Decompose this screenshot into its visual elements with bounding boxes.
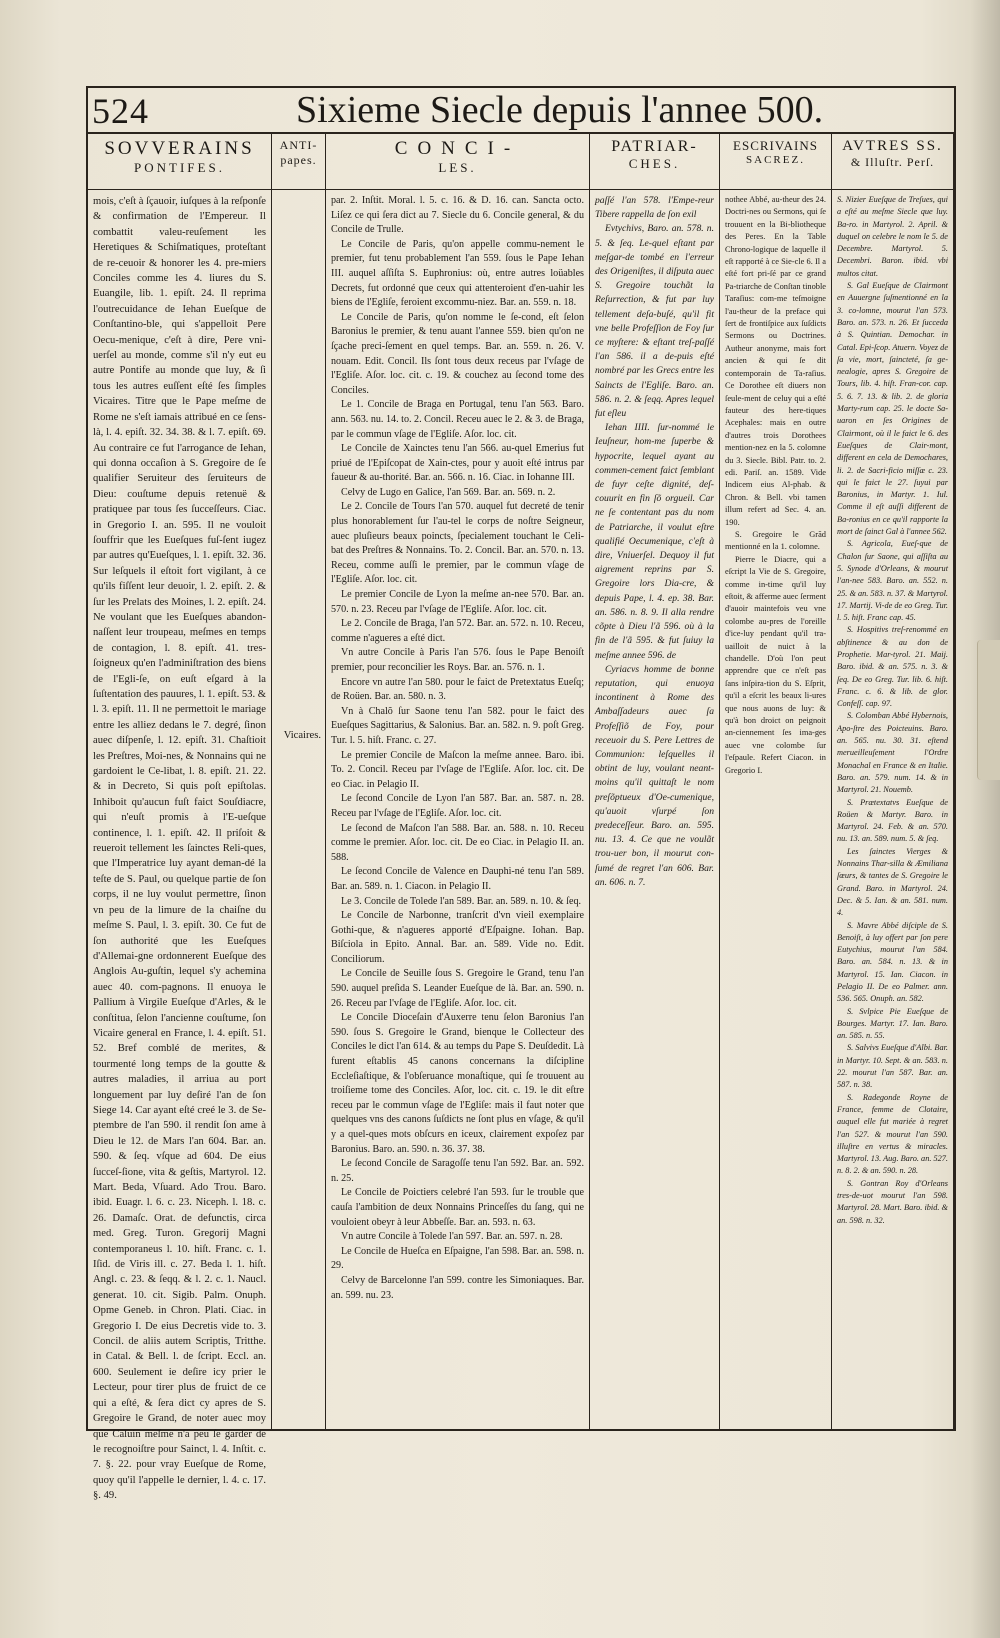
column-autres: [832, 134, 954, 1431]
column-head-conciles: [326, 134, 589, 190]
antipapes-note: Vicaires.: [283, 730, 321, 741]
paragraph: nothee Abbé, au-theur des 24. Doctri-nes ou Sermons, qui ſe trouuent en la Bi-bliotheque des Peres. En la Table Chrono-logique de laquelle il eſt rapporté à ce Sie-cle 6. Il a eſté fort pri-ſé par ce grand Pa-triarche de Conſtan tinoble Taraſius: com-me teſmoigne l'au-theur de la preface qui ſert de frontiſpice aux ſuſdicts Sermons ou Doctrines. Autheur anonyme, mais fort ancien & qui ſe dit contemporain de Ta-raſius. Ce Dorothee eſt diuers non ſeule-ment de celuy qui a eſté fauteur des here-tiques Acephales: mais en outre d'autres trois Dorothees mention-nez en la 5. colomne du 3. Siecle. Bibl. Patr. to. 2. edi. Pariſ. an. 1589. Vide Indicem eius Al-phab. & Chron. & Bell. vbi tamen illum refert ad Sec. 4. an. 190.: [725, 195, 826, 527]
column-title: SOVVERAINS: [104, 138, 255, 159]
paragraph: S. Hospitivs treſ-renommé en abſtinence & au don de Prophetie. Mar-tyrol. 21. Maij. Baro. ibid. & an. 575. n. 3. & ſeq. De eo Greg. Tur. lib. 6. hiſt. Franc. c. 6. & lib. de glor. Confeſſ. cap. 97.: [837, 625, 948, 709]
paragraph: S. Gal Eueſque de Clairmont en Auuergne ſuſmentionné en la 3. co-lomne, mourut l'an 573. Baro. an. 573. n. 26. Et ſucceda à S. Quintian. Demochar. in Catal. Epi-ſcop. Atuern. Voyez de ſa vie, mort, ſaincteté, ſa ge-nealogie, apres S. Gregoire de Tours, lib. 4. hiſt. Fran-cor. cap. 5. 6. 7. 13. & lib. 2. de gloria Marty-rum cap. 25. le docte Sa-uaron en ſes Origines de Clairmont, où il le faict le 6. des Eueſques de Clair-mont, different en cela de Demochares, li. 2. de Sacri-ficio miſſæ c. 23. qui le faict le 27. ſuyui par Baronius, in Martyr. 1. Iul. Comme il eſt auſſi different de Ba-ronius en ce qu'il rapporte la mort de ſainct Gal à l'annee 562.: [837, 281, 948, 537]
column-subtitle: LES.: [438, 160, 477, 175]
column-head-souverains: [88, 134, 271, 190]
column-head-patriarches: [590, 134, 719, 190]
paragraph: S. Prætextatvs Eueſque de Roüen & Martyr. Baro. in Martyrol. 24. Feb. & an. 570. nu. 13. an. 589. num. 5. & ſeq.: [837, 797, 948, 844]
paragraph: Le Concile de Paris, qu'on appelle commu-nement le premier, fut tenu probablement l'an 559. ſous le Pape Iehan III. auquel aſſiſta S. Euphronius: où, entre autres loüables Decrets, fut ordonné que ceux qui attenteroient d'en-uahir les biens de l'Egliſe, feroient excommu-niez. Bar. an. 559. n. 18.: [331, 238, 584, 309]
paragraph: Iehan IIII. ſur-nommé le Ieuſneur, hom-me ſuperbe & hypocrite, lequel ayant au commen-cement faict ſemblant de fuyr ceſte dignité, deſ-couurit en fin ſõ orgueil. Car ne ſe contentant pas du nom de Patriarche, il voulut eſtre qualifié Oecumenique, c'eſt à dire, Vniuerſel. Dequoy il fut aigrement reprins par S. Gregoire lors Dia-cre, & depuis Pape, l. 4. ep. 38. Bar. an. 586. n. 8. 9. Il alla rendre cõpte à Dieu l'ã 596. où à la fin de l'ã 595. & fut ſuiuy la meſme annee 596. de: [595, 422, 714, 661]
paragraph: Le ſecond Concile de Lyon l'an 587. Bar. an. 587. n. 28. Receu par l'vſage de l'Egliſe. Aſor. loc. cit.: [331, 793, 584, 819]
paragraph: S. Svlpice Pie Eueſque de Bourges. Martyr. 17. Ian. Baro. an. 585. n. 55.: [837, 1006, 948, 1041]
paragraph: S. Gontran Roy d'Orleans tres-de-uot mourut l'an 598. Martyrol. 28. Mart. Baro. ibid. & an. 598. n. 32.: [837, 1178, 948, 1225]
paragraph: Les ſainctes Vierges & Nonnains Thar-silla & Æmiliana ſœurs, & tantes de S. Gregoire le Grand. Baro. in Martyrol. 24. Dec. & 5. Ian. & an. 581. num. 4.: [837, 846, 948, 918]
paragraph: Cyriacvs homme de bonne reputation, qui enuoya incontinent à Rome des Ambaſſadeurs auec ſa Profeſſiõ de Foy, pour receuoir du S. Pere Lettres de Communion: leſquelles il obtint de luy, voulant neant-moins qu'il quittaſt le nom preſõptueux d'Oe-cumenique, qu'auoit vſurpé ſon predeceſſeur. Baro. an. 595. nu. 13. 4. Ce que ne voulãt trou-uer bon, il mourut con-ſumé de regret l'an 606. Bar. an. 606. n. 7.: [595, 663, 714, 888]
column-subtitle: CHES.: [628, 156, 681, 171]
paragraph: S. Agricola, Eueſ-que de Chalon ſur Saone, qui aſſiſta au 5. Synode d'Orleans, & mourut l'an-nee 583. Baro. an. 552. n. 25. & an. 583. n. 37. & Martyrol. 17. Martij. Vi-de de eo Greg. Tur. l. 5. hiſt. Franc cap. 45.: [837, 539, 949, 623]
column-subtitle: & Illuſtr. Perſ.: [850, 155, 935, 169]
paragraph: Le Concile de Xainctes tenu l'an 566. au-quel Emerius fut priué de l'Epiſcopat de Xain-ctes, pour y auoit eſté intrus par faueur & au-thorité. Bar. an. 566. n. 16. Ciac. in Iohanne III.: [331, 443, 584, 484]
paragraph: Pierre le Diacre, qui a eſcript la Vie de S. Gregoire, comme in-time qu'il luy eſtoit, & afferme auec ſerment d'auoir maintefois veu vne colombe au-pres de l'oreille d'ice-luy pendant qu'il tra-uailloit de nuict à la chandelle. D'où l'on peut apprendre que ce n'eſt pas ſans inſpira-tion du S. Eſprit, qu'il a eſcrit les beaux li-ures que nous auons de luy: & qu'à bon droict on peignoit an-ciennement ſes ima-ges auec vne colombe ſur l'eſpaule. Refert Ciacon. in Gregorio I.: [725, 554, 826, 775]
paragraph: Le ſecond Concile de Saragoſſe tenu l'an 592. Bar. an. 592. n. 25.: [331, 1158, 584, 1184]
paragraph: Celvy de Lugo en Galice, l'an 569. Bar. an. 569. n. 2.: [341, 486, 556, 498]
column-body-conciles: [326, 190, 589, 1303]
paragraph: S. Gregoire le Grãd mentionné en la 1. colomne.: [725, 529, 826, 552]
page-edge-shadow: [970, 0, 1000, 1638]
paragraph: par. 2. Inſtit. Moral. l. 5. c. 16. & D. 16. can. Sancta octo. Liſez ce qui ſera dict au 7. Siecle du 6. Concile general, & du Concile de Trulle.: [331, 195, 584, 236]
paragraph: Le Concile de Poictiers celebré l'an 593. ſur le trouble que cauſa l'ambition de deux Nonnains Princeſſes du ſang, qui ne vouloient obeyr à leur Abbeſſe. Bar. an. 593. n. 63.: [331, 1187, 584, 1228]
column-subtitle: PONTIFES.: [134, 160, 225, 175]
paragraph: S. Radegonde Royne de France, femme de Clotaire, auquel elle fut mariée à regret l'an 527. & mourut l'an 590. illuſtre en vertus & miracles. Martyrol. 13. Aug. Baro. an. 527. n. 8. 2. & an. 590. n. 28.: [837, 1092, 949, 1176]
paragraph: Le premier Concile de Lyon la meſme an-nee 570. Bar. an. 570. n. 23. Receu par l'vſage de l'Egliſe. Aſor. loc. cit.: [331, 589, 584, 615]
column-title: PATRIAR-: [611, 138, 698, 155]
paragraph: Vn autre Concile à Tolede l'an 597. Bar. an. 597. n. 28.: [341, 1231, 563, 1243]
paragraph: S. Colomban Abbé Hybernois, Apo-ſtre des Poicteuins. Baro. an. 565. nu. 30. 31. eſtend merueilleuſement l'Ordre Monachal en France & en Italie. Baro. an. 579. num. 14. & in Martyrol. 21. Nouemb.: [837, 711, 948, 795]
column-patriarches: [590, 134, 720, 1431]
paragraph: mois, c'eſt à ſçauoir, iuſques à la reſponſe & confirmation de l'Empereur. Il combattit valeu-reuſement les Heretiques & Schiſmatiques, proteſtant de re-ceuoir & honorer les 4. pre-miers Conciles comme les 4. liures du S. Euangile, lib. 1. epiſt. 24. Il reprima l'outrecuidance de Iehan Eueſque de Conſtantino-ble, qui s'appelloit Pere Oecu-menique, c'eſt à dire, Pere vni-uerſel au monde, comme s'il n'y eut eu autre Pontife au monde que luy, & ſi tous les autres euſſent eſté ſes ſimples Vicaires. Titre que le Pape meſme de Rome ne s'eſt iamais attribué en ce ſens-là, l. 4. epiſt. 32. 34. 38. & l. 7. epiſt. 69. Au contraire ce fut l'arrogance de Iehan, qui donna occaſion à S. Gregoire de ſe qualifier Seruiteur des ſeruiteurs de Dieu: couſtume depuis retenuë & pratiquee par tous ſes ſucceſſeurs. Ciac. in Gregorio I. an. 595. Il ne vouloit ſouffrir que les Eueſques fuſ-ſent iugez par autres qu'Eueſques, l. 1. epiſt. 32. 36. Sur leſquels il eſtoit fort vigilant, à ce qu'ils fiſſent leur deuoir, l. 2. epiſt. 2. & ſur les Prelats des Moines, l. 2. epiſt. 24. Ne voulant que les Eueſques abandon-naſſent leur troupeau, meſmes en temps de contagion, l. 8. epiſt. 41. tres-ſoigneux qu'en l'adminiſtration des biens de l'Egli-ſe, on euſt eſgard à la ſuſtentation des pauures, l. 1. epiſt. 53. & l. 3. epiſt. 11. Il ne permettoit le mariage entre les alliez dedans le 7. degré, ſinon auec diſpenſe, l. 12. epiſt. 31. Chaſtioit les Preſtres, Moi-nes, & Nonnains qui ne gardoient le Ce-libat, l. 8. epiſt. 21. 22. & in Decreto, Si quis poſt epiſtolas. Inhiboit qu'aucun fuſt faict Souſdiacre, qui n'euſt promis à l'E-ueſque continence, l. 1. epiſt. 42. Il priſoit & reueroit tellement les ſainctes Reli-ques, que l'Imperatrice luy ayant deman-dé la teſte de S. Paul, ou quelque partie de ſon corps, il ne luy voulut permettre, ſinon vn peu de la limure de la chaiſne du meſme S. Paul, l. 3. epiſt. 30. Ce fut de ſon authorité que les Eueſques d'Allemai-gne ordonnerent Eueſque des Anglois Au-guſtin, lequel s'y achemina auec 40. com-pagnons. Il enuoya le Pallium à Virgile Eueſque d'Arles, & le conſtitua, ſelon l'ancienne couſtume, ſon Vicaire general en France, l. 4. epiſt. 51. 52. Bref comblé de merites, & tourmenté long temps de la goutte & autres maladies, il arriua au port longuement par luy deſiré l'an de ſon Siege 14. Car ayant eſté creé le 3. de Se-ptembre de l'an 590. il rendit ſon ame à Dieu le 12. de Mars l'an 604. Bar. an. 590. & ſeq. vſque ad 604. De eius ſucceſ-ſione, vita & geſtis, Martyrol. 12. Mart. Beda, Vſuard. Ado Trou. Baro. ibid. Euagr. l. 6. c. 23. Niceph. l. 18. c. 26. Damaſc. Orat. de defunctis, circa med. Greg. Turon. Gregorij Magni contemporaneus l. 10. hiſt. Franc. c. 1. Iſid. de Viris ill. c. 27. Beda l. 1. hiſt. Angl. c. 23. & ſeqq. & l. 2. c. 1. Naucl. generat. 10. cit. Sigib. Palm. Onuph. Opme Geneb. in Chron. Plati. Ciac. in Gregorio I. De eius Decretis vide to. 3. Concil. de aliis autem Scriptis, Tritthe. in Catal. & Bell. l. de ſcript. Eccl. an. 600. Seulement ie deſire icy prier le Lecteur, pour tirer plus de fruict de ce qui a eſté, & ſera dict cy apres de S. Gregoire le Grand, de noter auec moy que Caluin meſme n'a peu ſe garder de le recognoiſtre pour Sainct, l. 4. Inſtit. c. 7. §. 22. pour vray Eueſque de Rome, quoy qu'il l'appelle le dernier, l. 4. c. 17. §. 49.: [93, 196, 267, 1502]
column-body-patriarches: [590, 190, 719, 890]
paragraph: Celvy de Barcelonne l'an 599. contre les Simoniaques. Bar. an. 599. nu. 23.: [331, 1274, 584, 1301]
column-conciles: [326, 134, 590, 1431]
paragraph: Le Concile de Paris, qu'on nomme le ſe-cond, eſt ſelon Baronius le premier, & tenu auant l'annee 559. bien qu'on ne ſçache preci-ſement en quel temps. Bar. an. 559. n. 26. V. nouam. Edit. Concil. Ils ſont tous deux receus par l'vſage de l'Egliſe. Aſor. loc. cit. c. 19. & couchez au ſecond tome des Conciles.: [331, 311, 584, 396]
paragraph: Evtychivs, Baro. an. 578. n. 5. & ſeq. Le-quel eſtant par meſgar-de tombé en l'erreur des Origeniſtes, il diſputa auec S. Gregoire touchãt la Reſurrection, & fut par luy tellement deſa-buſé, qu'il fit vne belle Profeſſion de Foy ſur ce myſtere: & eſtant treſ-paſſé l'an 586. il a de-puis eſté nombré par les Grecs entre les Saincts de l'Egliſe. Baro. an. 586. n. 2. & ſeqq. Apres lequel fut eſleu: [595, 223, 714, 420]
paragraph: S. Salvivs Eueſque d'Albi. Bar. in Martyr. 10. Sept. & an. 583. n. 22. mourut l'an 587. Bar. an. 587. n. 38.: [837, 1043, 948, 1090]
column-head-escrivains: [720, 134, 831, 190]
paragraph: Le ſecond de Maſcon l'an 588. Bar. an. 588. n. 10. Receu comme le premier. Aſor. loc. cit. De eo Ciac. in Pelagio II. an. 588.: [331, 822, 584, 863]
paragraph: Encore vn autre l'an 580. pour le faict de Pretextatus Eueſq; de Roüen. Bar. an. 580. n. 3.: [331, 676, 584, 703]
paragraph: Le Concile de Seuille ſous S. Gregoire le Grand, tenu l'an 590. auquel preſida S. Leander Eueſque de là. Bar. an. 590. n. 26. Receu par l'vſage de l'Egliſe. Aſor. loc. cit.: [331, 968, 584, 1009]
column-souverains: [88, 134, 272, 1502]
paragraph: Le Concile Dioceſain d'Auxerre tenu ſelon Baronius l'an 590. ſous S. Gregoire le Grand, bienque le Collecteur des Conciles le dict l'an 614. & au temps du Pape S. Deuſdedit. Là furent eſtablis 45 canons concernans la diſcipline Eccleſiaſtique, & l'obſeruance monaſtique, qui ſe trouuent au troiſieme tome des Conciles. Aſor, loc. cit. c. 19. le dit eſtre receu par le commun vſage de l'Egliſe: mais il faut noter que quelques vns des canons ſuſdicts ne ſont plus en vſage, & qu'il y a quel-ques mots obſcurs en iceux, clairement expoſez par Baronius. Baro. an. 590. n. 36. 37. 38.: [331, 1012, 584, 1155]
page-title: Sixieme Siecle depuis l'annee 500.: [296, 89, 824, 131]
paragraph: Le premier Concile de Maſcon la meſme annee. Baro. ibi. To. 2. Concil. Receu par l'vſage de l'Egliſe. Aſor. loc. cit. De eo Ciac. in Pelagio II.: [331, 749, 584, 790]
paragraph: Vn à Chalõ ſur Saone tenu l'an 582. pour le faict des Eueſques Sagittarius, & Salonius. Bar. an. 582. n. 9. poſt Greg. Tur. l. 5. hiſt. Franc. c. 27.: [331, 705, 584, 746]
paragraph: Le 2. Concile de Braga, l'an 572. Bar. an. 572. n. 10. Receu, comme n'agueres a eſté dict.: [331, 618, 584, 644]
paragraph: paſſé l'an 578. l'Empe-reur Tibere rappella de ſon exil: [595, 195, 714, 221]
paragraph: Le 2. Concile de Tours l'an 570. auquel fut decreté de tenir plus honorablement ſur l'au-tel le corps de noſtre Seigneur, auec pluſieurs beaux poincts, ſpecialement touchant le Celi-bat des Preſtres & Nonnains. To. 2. Concil. Bar. an. 570. n. 13. Receu, comme auſſi le premier, par le commun vſage de l'Egliſe. Aſor. loc. cit.: [331, 501, 584, 586]
column-subtitle: SACREZ.: [746, 154, 805, 166]
page-number: 524: [92, 91, 149, 131]
paragraph: Le 1. Concile de Braga en Portugal, tenu l'an 563. Baro. ann. 563. nu. 14. to. 2. Concil. Receu auec le 2. & 3. de Braga, par le commun vſage de l'Egliſe. Aſor. loc. cit.: [331, 399, 584, 440]
paragraph: S. Nizier Eueſque de Treſues, qui a eſté au meſme Siecle que luy. Ba-ro. in Martyrol. 2. April. & duquel on celebre le nom le 5. de Decembre. Martyrol. 5. Decembri. Baron. ibid. vbi multos citat.: [837, 195, 948, 278]
paragraph: Vn autre Concile à Paris l'an 576. ſous le Pape Benoiſt premier, pour reconcilier les Roys. Bar. an. 576. n. 1.: [331, 647, 584, 673]
column-escrivains: [720, 134, 832, 1431]
paragraph: Le ſecond Concile de Valence en Dauphi-né tenu l'an 589. Bar. an. 589. n. 1. Ciacon. in Pelagio II.: [331, 866, 584, 892]
paragraph: Le 3. Concile de Tolede l'an 589. Bar. an. 589. n. 10. & ſeq.: [341, 895, 582, 907]
paragraph: S. Mavre Abbé diſciple de S. Benoiſt, à luy offert par ſon pere Eutychius, mourut l'an 584. Baro. an. 584. n. 13. & in Martyrol. 15. Ian. Ciacon. in Pelagio II. De eo Palmer. ann. 536. 565. Onuph. an. 582.: [837, 920, 948, 1004]
column-antipapes: [272, 134, 326, 1431]
column-body-autres: [832, 190, 953, 1227]
page-tab: [977, 640, 1000, 780]
column-head-antipapes: [272, 134, 325, 190]
column-title: CONCI-: [394, 138, 521, 159]
column-title: ESCRIVAINS: [733, 138, 818, 153]
column-body-souverains: [88, 190, 271, 1504]
column-title: AVTRES SS.: [842, 138, 943, 154]
column-body-escrivains: [720, 190, 831, 777]
column-subtitle: papes.: [280, 153, 317, 167]
paragraph: Le Concile de Narbonne, tranſcrit d'vn vieil exemplaire Gothi-que, & n'agueres apporté d'Eſpaigne. Iohan. Bap. Biſciola in Epito. Annal. Bar. an. 589. Vide no. Edit. Conciliorum.: [331, 910, 584, 965]
column-head-autres: [832, 134, 953, 190]
column-title: ANTI-: [279, 138, 318, 152]
paragraph: Le Concile de Hueſca en Eſpaigne, l'an 598. Bar. an. 598. n. 29.: [331, 1245, 584, 1272]
